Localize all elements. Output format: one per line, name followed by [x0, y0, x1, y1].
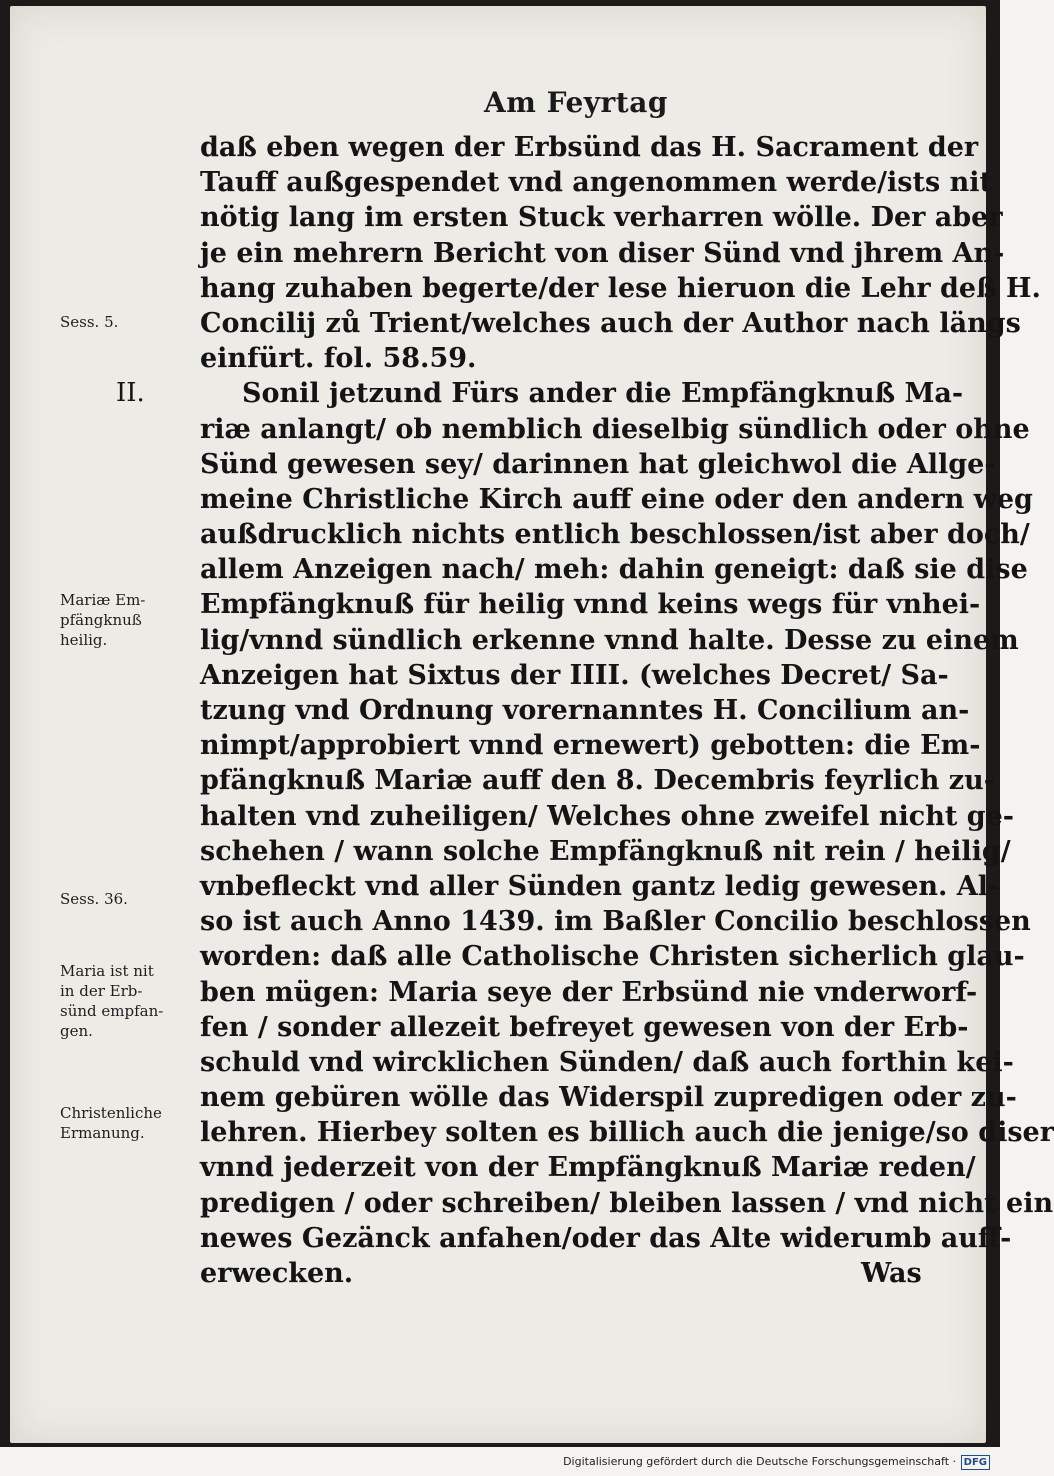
body-line: je ein mehrern Bericht von diser Sünd vnd jhrem An-	[200, 237, 1005, 269]
section-numeral: II.	[116, 378, 145, 408]
marginal-note-line: Maria ist nit	[60, 962, 154, 980]
body-line: einfürt. fol. 58.59.	[200, 343, 477, 375]
body-line: allem Anzeigen nach/ meh: dahin geneigt: daß sie dise	[200, 554, 1028, 586]
body-line: vnbefleckt vnd aller Sünden gantz ledig gewesen. Al-	[200, 870, 1000, 902]
body-line: halten vnd zuheiligen/ Welches ohne zweifel nicht ge-	[200, 800, 1014, 832]
body-line: Sünd gewesen sey/ darinnen hat gleichwol die Allge-	[200, 448, 996, 480]
body-line: pfängknuß Mariæ auff den 8. Decembris feyrlich zu-	[200, 765, 995, 797]
body-line: ben mügen: Maria seye der Erbsünd nie vnderworf-	[200, 976, 978, 1008]
body-line: meine Christliche Kirch auff eine oder den andern weg	[200, 483, 1033, 515]
marginal-note-line: Ermanung.	[60, 1124, 145, 1142]
body-line: fen / sonder allezeit befreyet gewesen von der Erb-	[200, 1011, 969, 1043]
body-line: worden: daß alle Catholische Christen sicherlich glau-	[200, 941, 1025, 973]
body-line: vnnd jederzeit von der Empfängknuß Mariæ reden/	[200, 1152, 976, 1184]
marginal-note-sess5: Sess. 5.	[60, 313, 119, 331]
funding-credit: Digitalisierung gefördert durch die Deutsche Forschungsgemeinschaft ·	[563, 1455, 956, 1468]
body-line: tzung vnd Ordnung vorernanntes H. Concilium an-	[200, 695, 970, 726]
body-line: erwecken.	[200, 1258, 354, 1289]
marginal-note-line: gen.	[60, 1022, 93, 1040]
body-line: Empfängknuß für heilig vnnd keins wegs für vnhei-	[200, 589, 981, 621]
body-line: hang zuhaben begerte/der lese hieruon die Lehr deß H.	[200, 272, 1041, 304]
footer-bar	[0, 1447, 1000, 1476]
body-line: Tauff außgespendet vnd angenommen werde/ists nit	[200, 167, 992, 199]
body-line: nötig lang im ersten Stuck verharren wölle. Der aber	[200, 202, 1003, 234]
body-line: predigen / oder schreiben/ bleiben lassen / vnd nicht ein	[200, 1187, 1054, 1219]
body-line: nem gebüren wölle das Widerspil zupredigen oder zu-	[200, 1082, 1017, 1114]
body-line: Concilij zů Trient/welches auch der Author nach längs	[200, 307, 1021, 339]
marginal-note-line: pfängknuß	[60, 611, 142, 629]
marginal-note-erbsuend	[60, 961, 163, 1041]
body-line: lehren. Hierbey solten es billich auch die jenige/so diser	[200, 1117, 1054, 1149]
body-line: newes Gezänck anfahen/oder das Alte widerumb auff-	[200, 1222, 1012, 1254]
body-line: außdrucklich nichts entlich beschlossen/ist aber doch/	[200, 519, 1030, 551]
marginal-note-line: in der Erb-	[60, 982, 143, 1000]
marginal-note-line: Mariæ Em-	[60, 591, 146, 609]
dfg-logo: DFG	[961, 1455, 990, 1470]
body-line: so ist auch Anno 1439. im Baßler Concilio beschlossen	[200, 906, 1031, 938]
marginal-note-line: sünd empfan-	[60, 1002, 164, 1020]
body-text	[200, 130, 1054, 1291]
running-head: Am Feyrtag	[484, 86, 668, 119]
body-line: nimpt/approbiert vnnd ernewert) gebotten: die Em-	[200, 730, 981, 762]
body-line: Sonil jetzund Fürs ander die Empfängknuß Ma-	[242, 378, 964, 410]
marginal-note-maria-heilig	[60, 590, 145, 650]
body-line: lig/vnnd sündlich erkenne vnnd halte. Desse zu einem	[200, 624, 1019, 656]
body-line: schuld vnd wircklichen Sünden/ daß auch forthin kei-	[200, 1046, 1014, 1078]
marginal-note-line: heilig.	[60, 631, 108, 649]
marginal-note-line: Christenliche	[60, 1104, 162, 1122]
body-line: riæ anlangt/ ob nemblich dieselbig sündlich oder ohne	[200, 413, 1030, 445]
marginal-note-ermanung	[60, 1103, 162, 1143]
body-line: Anzeigen hat Sixtus der IIII. (welches Decret/ Sa-	[200, 659, 949, 691]
book-page	[10, 6, 1054, 1443]
catchword: Was	[861, 1258, 922, 1289]
body-line: schehen / wann solche Empfängknuß nit rein / heilig/	[200, 835, 1011, 867]
body-line: daß eben wegen der Erbsünd das H. Sacrament der	[200, 132, 979, 163]
marginal-note-sess36: Sess. 36.	[60, 890, 128, 908]
